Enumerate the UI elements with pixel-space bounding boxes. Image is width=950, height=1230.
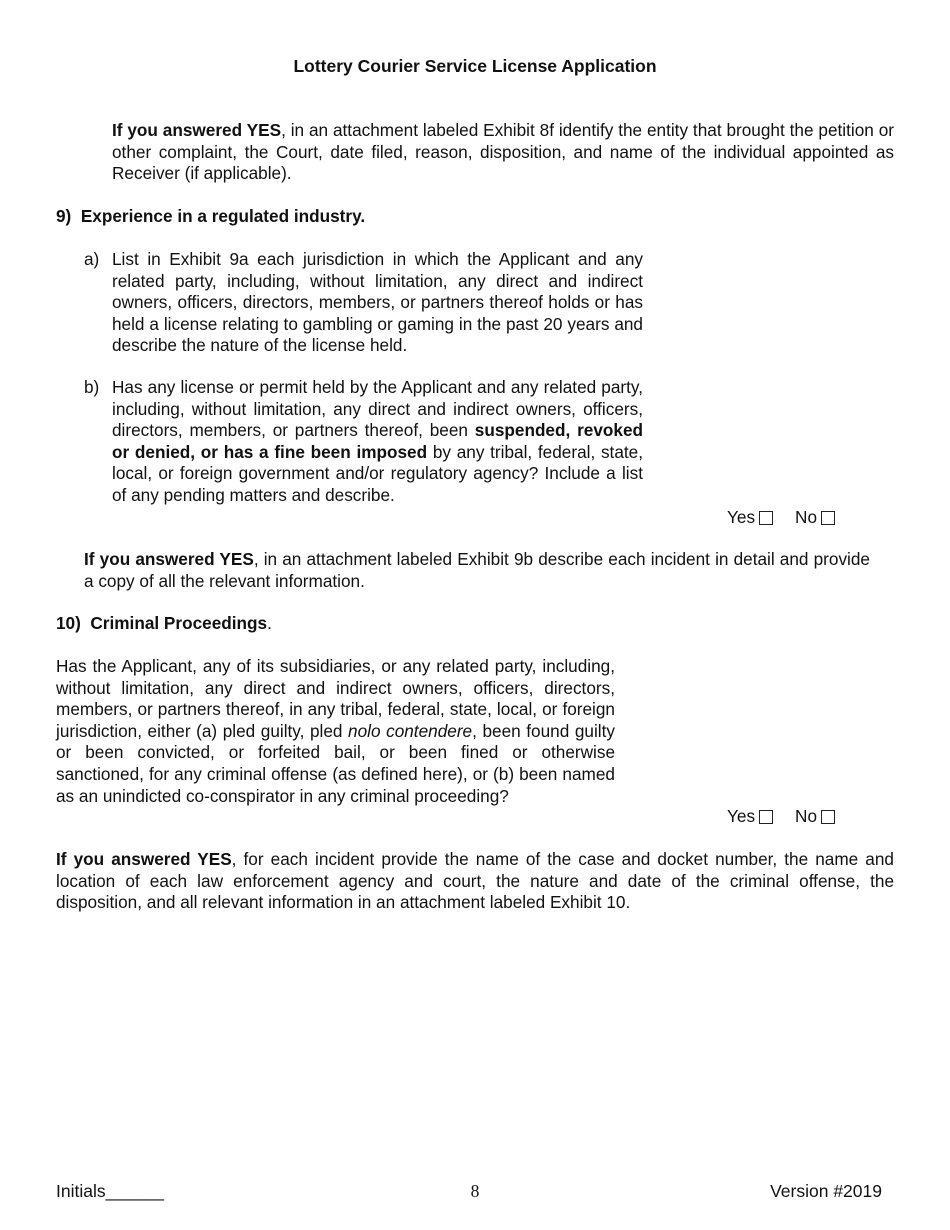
section-9b-yes-option[interactable] [727, 507, 773, 529]
section-10-yes-no [727, 806, 835, 828]
item-b-text [112, 377, 643, 507]
section-10-yes-option[interactable] [727, 806, 773, 828]
initials-field: Initials______ [56, 1181, 164, 1201]
section-10-no-option[interactable] [795, 806, 835, 828]
yes-lead: If you answered YES [56, 849, 232, 869]
section-9-item-b [84, 377, 643, 507]
section-10-yes-checkbox[interactable] [759, 810, 773, 824]
section-10-question-pre: Has the Applicant, any of its subsidiaries, or any related party, including, without limitation, any direct and indirect owners, officers, directors, members, or partners thereof, in any tribal, federal, state, local, or foreign jurisdiction, either (a) pled guilty, pled [56, 656, 615, 741]
section-9b-yes-label: Yes [727, 507, 756, 527]
section-9b-no-checkbox[interactable] [821, 511, 835, 525]
section-9-item-a [84, 249, 643, 357]
item-b-text-post: by any tribal, federal, state, local, or foreign government and/or regulatory agency? Include a list of any pending matters and describe. [112, 441, 643, 505]
section-9b-yes-checkbox[interactable] [759, 511, 773, 525]
section-10-no-checkbox[interactable] [821, 810, 835, 824]
version-label: Version #2019 [770, 1181, 882, 1201]
section-10-heading [56, 613, 272, 635]
section-10-no-label: No [795, 806, 818, 826]
exhibit-10-text: , for each incident provide the name of the case and docket number, the name and location of each law enforcement agency and court, the nature and date of the criminal offense, the disposition, and all relevant information in an attachment labeled Exhibit 10. [56, 849, 894, 913]
section-10-question-italic: nolo contendere [348, 720, 473, 741]
page-number: 8 [470, 1181, 480, 1201]
page-title: Lottery Courier Service License Application [293, 56, 657, 76]
item-b-text-pre: Has any license or permit held by the Applicant and any related party, including, without limitation, any direct and indirect owners, officers, directors, members, or partners thereof, been [112, 377, 643, 441]
section-9b-no-label: No [795, 507, 818, 527]
exhibit-8f-instructions [112, 120, 894, 185]
section-9-heading: 9) Experience in a regulated industry. [56, 206, 366, 226]
yes-lead: If you answered YES [112, 120, 282, 140]
section-10-yes-label: Yes [727, 806, 756, 826]
yes-lead: If you answered YES [84, 549, 254, 569]
exhibit-9b-text: , in an attachment labeled Exhibit 9b describe each incident in detail and provide a copy of all the relevant information. [84, 549, 870, 591]
section-9b-yes-no [727, 507, 835, 529]
section-10-question [56, 656, 615, 807]
section-9b-no-option[interactable] [795, 507, 835, 529]
item-a-marker: a) [84, 249, 100, 269]
exhibit-8f-text: , in an attachment labeled Exhibit 8f identify the entity that brought the petition or other complaint, the Court, date filed, reason, disposition, and name of the individual appointed as Receiver (if applicable). [112, 120, 894, 184]
exhibit-9b-instructions [84, 549, 870, 592]
section-10-heading-text: 10) Criminal Proceedings [56, 613, 268, 633]
item-b-marker: b) [84, 377, 100, 397]
exhibit-10-instructions [56, 849, 894, 914]
section-10-heading-period: . [267, 613, 272, 633]
section-10-question-post: , been found guilty or been convicted, or forfeited bail, or been fined or otherwise sanctioned, for any criminal offense (as defined here), or (b) been named as an unindicted co-conspirator in any criminal proceeding? [56, 720, 615, 806]
item-a-text: List in Exhibit 9a each jurisdiction in which the Applicant and any related party, including, without limitation, any direct and indirect owners, officers, directors, members, or partners thereof holds or has held a license relating to gambling or gaming in the past 20 years and describe the nature of the license held. [112, 249, 643, 356]
item-b-text-bold: suspended, revoked or denied, or has a fine been imposed [112, 420, 643, 462]
